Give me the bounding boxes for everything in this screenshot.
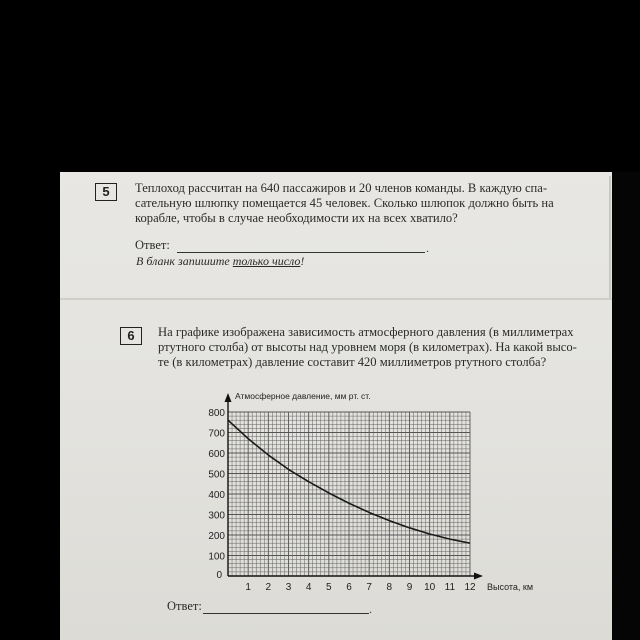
x-tick-label: 5 [326,582,332,593]
task6-answer-field[interactable] [203,613,369,614]
x-tick-label: 9 [406,582,413,593]
y-tick-label: 600 [208,449,225,460]
task5-answer-field[interactable] [177,252,425,253]
x-tick-label: 1 [245,582,251,593]
task5-answer-label: Ответ: [135,238,170,252]
task6-line-3: те (в километрах) давление составит 420 миллиметров ртутного столба? [158,355,547,369]
y-tick-label: 500 [208,469,225,481]
y-tick-label: 800 [208,408,225,419]
task5-line-2: сательную шлюпку помещается 45 человек. Сколько шлюпок должно быть на [135,196,554,210]
y-tick-label: 700 [208,428,225,440]
task5-note-underlined: только число [232,254,301,268]
task6-text [158,325,577,370]
x-tick-label: 11 [444,582,456,593]
task5-answer-period: . [426,241,429,255]
y-tick-label: 400 [208,490,225,501]
y-axis-arrow [225,393,232,402]
x-tick-label: 2 [265,582,272,593]
y-tick-label: 100 [208,551,225,563]
task6-answer-label: Ответ: [167,599,202,613]
pressure-chart [190,382,565,605]
x-tick-label: 6 [346,582,352,593]
task5-line-3: корабле, чтобы в случае необходимости их на всех хватило? [135,211,458,225]
y-tick-label: 200 [208,531,225,542]
task6-answer-period: . [369,602,372,616]
y-tick-label: 300 [208,510,225,522]
x-tick-label: 8 [386,582,393,593]
x-tick-label: 3 [285,582,292,593]
task5-note-prefix: В бланк запишите [136,254,233,268]
task5-note-suffix: ! [300,254,305,268]
x-tick-label: 4 [305,582,312,593]
task5-line-1: Теплоход рассчитан на 640 пассажиров и 20 членов команды. В каждую спа- [135,181,548,195]
page-edge-shadow [612,172,640,640]
pressure-chart-svg [190,382,565,600]
x-tick-label: 10 [424,582,436,593]
page-fold [60,298,612,300]
x-tick-label: 7 [366,582,372,593]
x-axis-label: Высота, км [487,582,534,592]
page-fold-vertical [609,176,611,298]
task5-note [136,254,304,269]
task6-line-2: ртутного столба) от высоты над уровнем моря (в километрах). На какой высо- [158,340,577,354]
task5-text [135,181,554,226]
task5-number: 5 [95,183,117,201]
origin-label: 0 [216,570,222,581]
task6-number: 6 [120,327,142,345]
x-tick-label: 12 [464,582,476,593]
task6-line-1: На графике изображена зависимость атмосферного давления (в миллиметрах [158,325,574,339]
x-axis-arrow [474,573,483,580]
y-axis-label: Атмосферное давление, мм рт. ст. [235,391,371,401]
